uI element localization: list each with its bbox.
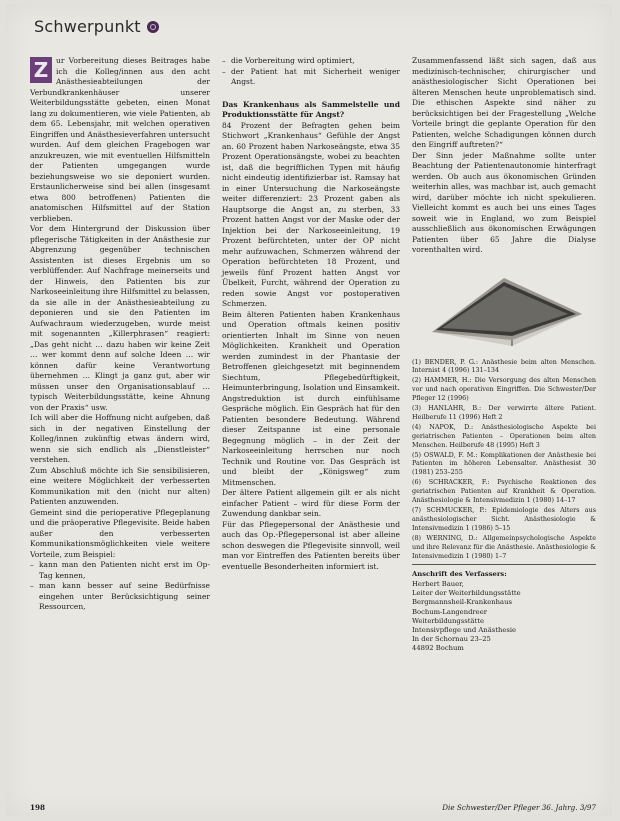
paragraph: Ich will aber die Hoffnung nicht aufgeben, daß sich in der negativen Einstellung der Kolleg/innen zukünftig etwas ändern wird, wenn sie sich endlich als „Dienstleister“ verstehen. (30, 413, 210, 464)
bullet-item: – man kann besser auf seine Bedürfnisse eingehen unter Berücksichtigung seiner Ressourcen, (30, 581, 210, 613)
paragraph: 84 Prozent der Befragten gehen beim Stichwort „Krankenhaus“ Gefühle der Angst an. 60 Prozent haben Narkoseängste, etwa 35 Prozent Operationsängste, wobei zu beachten ist, daß die begrifflichen Typen mit häufig nicht eindeutig identifizierbar ist. Ramsay hat in einer Untersuchung die Narkoseängste weiter differenziert: 23 Prozent gaben als Hauptsorge die Angst an, zu sterben, 33 Prozent hatten Angst vor der Maske oder der Injektion bei der Narkoseeinleitung, 19 Prozent befürchteten, unter der OP nicht mehr aufzuwachen, Schmerzen während der Operation befürchteten 18 Prozent, und jeweils fünf Prozent hatten Angst vor Übelkeit, Furcht, während der Operation zu reden sowie Angst vor postoperativen Schmerzen. (222, 120, 400, 308)
reference-item: (7) SCHMUCKER, P.: Epidemiologie des Alters aus anästhesiologischer Sicht. Anästhesiologie & Intensivmedizin 1 (1986) 5–15 (412, 506, 596, 532)
reference-item: (5) OSWALD, F. M.: Komplikationen der Anästhesie bei Patienten im höheren Lebensalter. Anästhesist 30 (1981) 253–255 (412, 450, 596, 477)
address-line: Intensivpflege und Anästhesie (412, 625, 517, 634)
bullet-list (30, 560, 210, 613)
author-address (412, 580, 596, 654)
column-2 (222, 56, 400, 572)
book-illustration (412, 262, 596, 352)
address-line: Bergmannsheil-Krankenhaus (412, 598, 512, 607)
section-title: Schwerpunkt (34, 17, 141, 36)
reference-item: (6) SCHRACKER, F.: Psychische Reaktionen des geriatrischen Patienten auf Krankheit & Operation. Anästhesiologie & Intensivmedizin 1 (1980) 14–17 (412, 478, 596, 505)
paragraph: Beim älteren Patienten haben Krankenhaus und Operation oftmals keinen positiv orientierten Inhalt im Sinne von neuen Möglichkeiten. Krankheit und Operation werden zumindest in der Phantasie der Betroffenen gleichgesetzt mit beginnendem Siechtum, Pflegebedürftigkeit, Heimunterbringung, Isolation und Einsamkeit. (222, 309, 400, 392)
column-1 (30, 56, 210, 613)
bullet-item: – der Patient hat mit Sicherheit weniger Angst. (222, 67, 400, 88)
section-header (34, 17, 159, 36)
book-icon (412, 262, 596, 352)
bullet-item: – die Vorbereitung wird optimiert, (222, 56, 400, 67)
subheading: Das Krankenhaus als Sammelstelle und Produktionsstätte für Angst? (222, 99, 400, 119)
page (6, 4, 612, 816)
paragraph: Für das Pflegepersonal der Anästhesie und auch das Op.-Pflegepersonal ist aber alleine schon deswegen die Pflegevisite sinnvoll, weil man vor Eintreffen des Patienten bereits über eventuelle Besonderheiten informiert ist. (222, 519, 400, 571)
paragraph: ur Vorbereitung dieses Beitrages habe ich die Kolleg/innen aus den acht Anästhesieabteilungen der Verbundkrankenhäuser unserer Weiterbildungsstätte gebeten, einen Monat lang zu dokumentieren, wie viele Patienten, ab dem 65. Lebensjahr, mit welchen operativen Eingriffen und Anästhesieverfahren untersucht wurden. Auf dem gleichen Fragebogen war anzukreuzen, wie mit eventuellen Hilfsmitteln der Patienten umgegangen wurde beziehungsweise wo sie deponiert wurden. Erstaunlicherweise sind bei allen (insgesamt etwa 800 betroffenen) Patienten die anatomischen Hilfsmittel auf der Station verblieben. (30, 56, 210, 223)
address-line: Weiterbildungsstätte (412, 616, 485, 625)
divider (412, 564, 596, 565)
reference-item: (1) BENDER, P. G.: Anästhesie beim alten Menschen. Internist 4 (1996) 131–134 (412, 357, 596, 375)
address-line: In der Schornau 23–25 (412, 635, 491, 644)
address-line: Leiter der Weiterbildungsstätte (412, 589, 521, 598)
section-bullet-icon (147, 21, 159, 33)
page-number: 198 (30, 803, 46, 812)
reference-item: (4) NAPOK, D.: Anästhesiologische Aspekte bei geriatrischen Patienten – Operationen beim alten Menschen. Heilberufe 48 (1995) Heft 3 (412, 422, 596, 449)
address-line: Bochum-Langendreer (412, 607, 487, 616)
reference-item: (3) HANLAHR, B.: Der verwirrte ältere Patient. Heilberufe 11 (1996) Heft 2 (412, 404, 596, 421)
address-line: Herbert Bauer, (412, 579, 464, 588)
drop-cap: Z (30, 57, 52, 83)
reference-item: (8) WERNING, D.: Allgemeinpsychologische Aspekte und ihre Relevanz für die Anästhesie. Anästhesiologie & Intensivmedizin 1 (1980) 1–7 (412, 533, 596, 560)
paragraph: Gemeint sind die perioperative Pflegeplanung und die präoperative Pflegevisite. Beide haben außer den verbesserten Kommunikationsmöglichkeiten viele weitere Vorteile, zum Beispiel: (30, 507, 210, 559)
reference-item: (2) HAMMER, H.: Die Versorgung des alten Menschen vor und nach operativen Eingriffen. Die Schwester/Der Pfleger 12 (1996) (412, 376, 596, 403)
address-title: Anschrift des Verfassers: (412, 570, 507, 579)
paragraph: Zusammenfassend läßt sich sagen, daß aus medizinisch-technischer, chirurgischer und anästhesiologischer Sicht Operationen bei älteren Menschen heute unproblematisch sind. Die ethischen Aspekte sind näher zu berücksichtigen bei der Fragestellung „Welche Vorteile bringt die geplante Operation für den Patienten, welche Schadigungen können durch den Eingriff auftreten?“ (412, 56, 596, 149)
bullet-item: – kann man den Patienten nicht erst im Op-Tag kennen, (30, 560, 210, 581)
bullet-list (222, 56, 400, 88)
paragraph: Der ältere Patient allgemein gilt er als nicht einfacher Patient – wird für diese Form der Zuwendung dankbar sein. (222, 488, 400, 518)
references-list (412, 358, 596, 561)
journal-source: Die Schwester/Der Pfleger 36. Jahrg. 3/97 (442, 803, 596, 812)
paragraph: Vor dem Hintergrund der Diskussion über pflegerische Tätigkeiten in der Anästhesie zur Abgrenzung gegenüber technischen Assistenten ist dieses Ergebnis um so verblüffender. Auf Nachfrage meinerseits und der Hinweis, den Patienten bis zur Narkoseeinleitung ihre Hilfsmittel zu belassen, da sie alle in der Anästhesieabteilung zu deponieren und sie den Patienten im Aufwachraum wiederzugeben, wurde meist mit sogenannten „Killerphrasen“ reagiert: „Das geht nicht … dazu haben wir keine Zeit … wer kommt denn auf solche Ideen … wir können dafür keine Verantwortung übernehmen … Klingt ja ganz gut, aber wir müssen unser den Organisationsablauf … typisch Weiterbildungsstätte, keine Ahnung von der Praxis“ usw. (30, 224, 210, 412)
paragraph: Zum Abschluß möchte ich Sie sensibilisieren, eine weitere Möglichkeit der verbesserten Kommunikation mit den (nicht nur alten) Patienten anzuwenden. (30, 465, 210, 506)
paragraph: Angstreduktion ist durch einfühlsame Gespräche möglich. Ein Gespräch hat für den Patienten besondere Bedeutung. Während dieser Zeitspanne ist eine personale Begegnung möglich – in der Zeit der Narkoseeinleitung herrschen nur noch Technik und Routine vor. Das Gespräch ist und bleibt der „Königsweg“ zum Mitmenschen. (222, 393, 400, 487)
paragraph: Der Sinn jeder Maßnahme sollte unter Beachtung der Patientenautonomie hinterfragt werden. Ob auch aus ökonomischen Gründen weiterhin alles, was machbar ist, auch gemacht wird, darüber möchte ich nicht spekulieren. Vielleicht kommt es auch bei uns eines Tages soweit wie in England, wo zum Beispiel ausschließlich aus ökonomischen Erwägungen Patienten über 65 Jahre die Dialyse vorenthalten wird. (412, 150, 596, 254)
column-3 (412, 56, 596, 654)
address-line: 44892 Bochum (412, 644, 464, 653)
